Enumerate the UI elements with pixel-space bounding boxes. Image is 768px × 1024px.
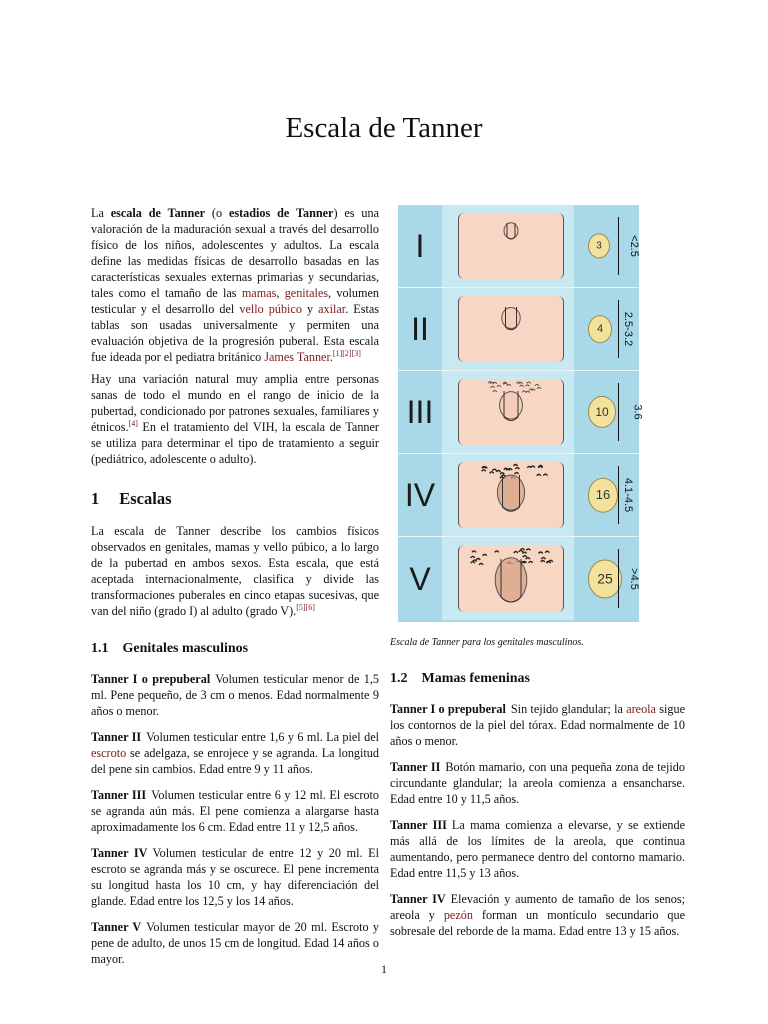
tanner-stage-row xyxy=(398,454,639,537)
text-run: sigue los contornos de la piel del tórax. Edad normalmente de 10 años o menor. xyxy=(390,702,685,748)
text-run: , volumen testicular y el desarrollo del xyxy=(91,286,380,316)
testis-length-label: 4.1-4.5 xyxy=(621,477,634,513)
bold-term: estadios de Tanner xyxy=(228,206,334,220)
testis-volume-panel xyxy=(574,205,639,287)
definition-item xyxy=(390,701,685,749)
definition-term: Tanner II xyxy=(91,730,142,744)
inline-link[interactable]: areola xyxy=(626,702,656,716)
stage-roman-numeral: V xyxy=(409,560,431,597)
stage-roman-numeral: II xyxy=(411,311,429,347)
testis-volume-panel xyxy=(574,371,644,453)
text-run: Volumen testicular mayor de 20 ml. Escroto y pene de adulto, de unos 15 cm de longitud. Edad 14 años o mayor. xyxy=(91,920,379,966)
genital-illustration xyxy=(442,288,574,370)
genital-illustration xyxy=(442,205,574,287)
testis-length-label: 3.6 xyxy=(631,404,644,420)
text-run: Volumen testicular entre 1,6 y 6 ml. La piel del xyxy=(146,730,379,744)
citation-ref[interactable]: [4] xyxy=(128,418,138,428)
section1-text: La escala de Tanner describe los cambios físicos observados en genitales, mamas y vello púbico, a lo largo de la pubertad en ambos sexos. Esta escala, que está aceptada internacionalmente, clasifica y divide las transformaciones puberales en cinco etapas sucesivas, que van del niño (grado I) al adulto (grado V). xyxy=(91,524,379,618)
subsection-title: Mamas femeninas xyxy=(421,671,530,686)
text-run: Sin tejido glandular; la xyxy=(510,702,627,716)
intro-paragraph-1 xyxy=(91,205,379,365)
text-run: Volumen testicular entre 6 y 12 ml. El escroto se agranda aún más. El pene comienza a alargarse hasta aproximadamente los 6 cm. Edad entre 11 y 12,5 años. xyxy=(91,788,379,834)
definition-term: Tanner V xyxy=(91,920,142,934)
testis-volume-oval: 3 xyxy=(588,233,610,258)
tanner-stage-row xyxy=(398,205,639,288)
text-run: Hay una variación natural muy amplia entre personas sanas de todo el mundo en el rango de inicio de la pubertad, condicionado por patrones sexuales, familiares y étnicos. xyxy=(91,372,379,434)
citation-ref[interactable]: [1][2][3] xyxy=(332,348,361,358)
genital-illustration xyxy=(442,371,574,453)
definition-term: Tanner II xyxy=(390,760,441,774)
length-arrow xyxy=(618,383,619,441)
bold-term: escala de Tanner xyxy=(110,206,206,220)
left-column xyxy=(91,205,379,977)
text-run: . Estas tablas son usadas universalmente y permiten una evaluación objetiva de la progresión puberal. Esta escala fue ideada por el pediatra británico xyxy=(91,302,379,364)
tanner-stage-row xyxy=(398,537,639,620)
definition-item xyxy=(91,787,379,835)
length-arrow xyxy=(618,466,619,524)
length-arrow xyxy=(618,549,619,608)
testis-length-label: >4.5 xyxy=(628,567,641,590)
text-run: La mama comienza a elevarse, y se extiende más allá de los límites de la areola, que continua aumentando, pero permanece dentro del contorno mamario. Edad entre 11,5 y 13 años. xyxy=(390,818,685,880)
inline-link[interactable]: axilar xyxy=(318,302,346,316)
definition-term: Tanner IV xyxy=(390,892,446,906)
definition-term: Tanner III xyxy=(91,788,147,802)
subsection-heading-genitales xyxy=(91,641,379,657)
subsection-number: 1.2 xyxy=(390,671,408,686)
inline-link[interactable]: James Tanner xyxy=(264,350,330,364)
testis-volume-panel xyxy=(574,454,639,536)
length-arrow xyxy=(618,217,619,275)
page-title: Escala de Tanner xyxy=(285,112,483,144)
definition-item xyxy=(91,845,379,909)
definition-item xyxy=(91,729,379,777)
tanner-stage-row xyxy=(398,288,639,371)
citation-ref[interactable]: [5][6] xyxy=(296,602,315,612)
testis-length-label: <2.5 xyxy=(628,235,641,257)
definition-item xyxy=(390,891,685,939)
definition-term: Tanner I o prepuberal xyxy=(91,672,211,686)
text-run: Botón mamario, con una pequeña zona de tejido circundante glandular; la areola comienza a ensancharse. Edad entre 10 y 11,5 años. xyxy=(390,760,685,806)
definition-item xyxy=(91,671,379,719)
inline-link[interactable]: escroto xyxy=(91,746,127,760)
genital-illustration xyxy=(442,537,574,620)
stage-roman-numeral: III xyxy=(406,394,434,430)
definition-item xyxy=(390,817,685,881)
definition-item xyxy=(91,919,379,967)
definition-term: Tanner I o prepuberal xyxy=(390,702,506,716)
testis-length-label: 2.5-3.2 xyxy=(621,311,634,347)
testis-volume-oval: 25 xyxy=(588,559,622,598)
section1-paragraph xyxy=(91,523,379,619)
subsection-heading-mamas xyxy=(390,671,685,687)
page-number: 1 xyxy=(381,962,387,976)
definition-item xyxy=(390,759,685,807)
inline-link[interactable]: mamas xyxy=(241,286,277,300)
testis-volume-panel xyxy=(574,288,639,370)
inline-link[interactable]: pezón xyxy=(443,908,473,922)
testis-volume-oval: 4 xyxy=(588,315,612,343)
stage-roman-numeral: IV xyxy=(404,477,436,513)
genitales-definition-list xyxy=(91,671,379,967)
right-column xyxy=(390,205,685,949)
text-run: Elevación y aumento de tamaño de los senos; areola y xyxy=(390,892,685,922)
mamas-definition-list xyxy=(390,701,685,939)
section-title: Escalas xyxy=(119,489,172,508)
definition-term: Tanner IV xyxy=(91,846,148,860)
section-number: 1 xyxy=(91,489,100,508)
text-run: forman un montículo secundario que sobresale del reborde de la mama. Edad entre 13 y 15 años. xyxy=(390,908,685,938)
figure-caption: Escala de Tanner para los genitales masculinos. xyxy=(390,637,584,648)
subsection-title: Genitales masculinos xyxy=(122,641,249,656)
inline-link[interactable]: vello púbico xyxy=(239,302,302,316)
tanner-stage-row xyxy=(398,371,644,454)
text-run: y xyxy=(301,302,319,316)
text-run: Volumen testicular de entre 12 y 20 ml. El escroto se agranda más y se oscurece. El pene incrementa su longitud hasta los 10 cm, y hay diferenciación del glande. Edad entre los 12,5 y los 14 años. xyxy=(91,846,379,908)
text-run: , xyxy=(276,286,285,300)
testis-volume-oval: 10 xyxy=(588,396,616,428)
text-run: ) es una valoración de la maduración sexual a través del desarrollo físico de los niños, adolescentes y adultos. La escala define las medidas físicas de desarrollo basadas en las características sexuales externas primarias y secundarias, tales como el tamaño de las xyxy=(91,206,379,300)
text-run: (o xyxy=(205,206,229,220)
text-run: La xyxy=(91,206,111,220)
section-heading-escalas xyxy=(91,491,379,507)
testis-volume-panel xyxy=(574,537,639,620)
tanner-figure xyxy=(398,205,644,622)
definition-term: Tanner III xyxy=(390,818,447,832)
testis-volume-oval: 16 xyxy=(588,478,618,513)
text-run: . xyxy=(329,350,333,364)
subsection-number: 1.1 xyxy=(91,641,109,656)
text-run: En el tratamiento del VIH, la escala de Tanner se utiliza para determinar el tipo de tratamiento a seguir (pediátrico, adolescente o adulto). xyxy=(91,420,379,466)
intro-paragraph-2 xyxy=(91,371,379,467)
stage-roman-numeral: I xyxy=(415,228,425,264)
text-run: Volumen testicular menor de 1,5 ml. Pene pequeño, de 3 cm o menos. Edad normalmente 9 años o menor. xyxy=(91,672,379,718)
length-arrow xyxy=(618,300,619,358)
inline-link[interactable]: genitales xyxy=(284,286,329,300)
text-run: se adelgaza, se enrojece y se agranda. La longitud del pene sin cambios. Edad entre 9 y 11 años. xyxy=(91,746,379,776)
genital-illustration xyxy=(442,454,574,536)
